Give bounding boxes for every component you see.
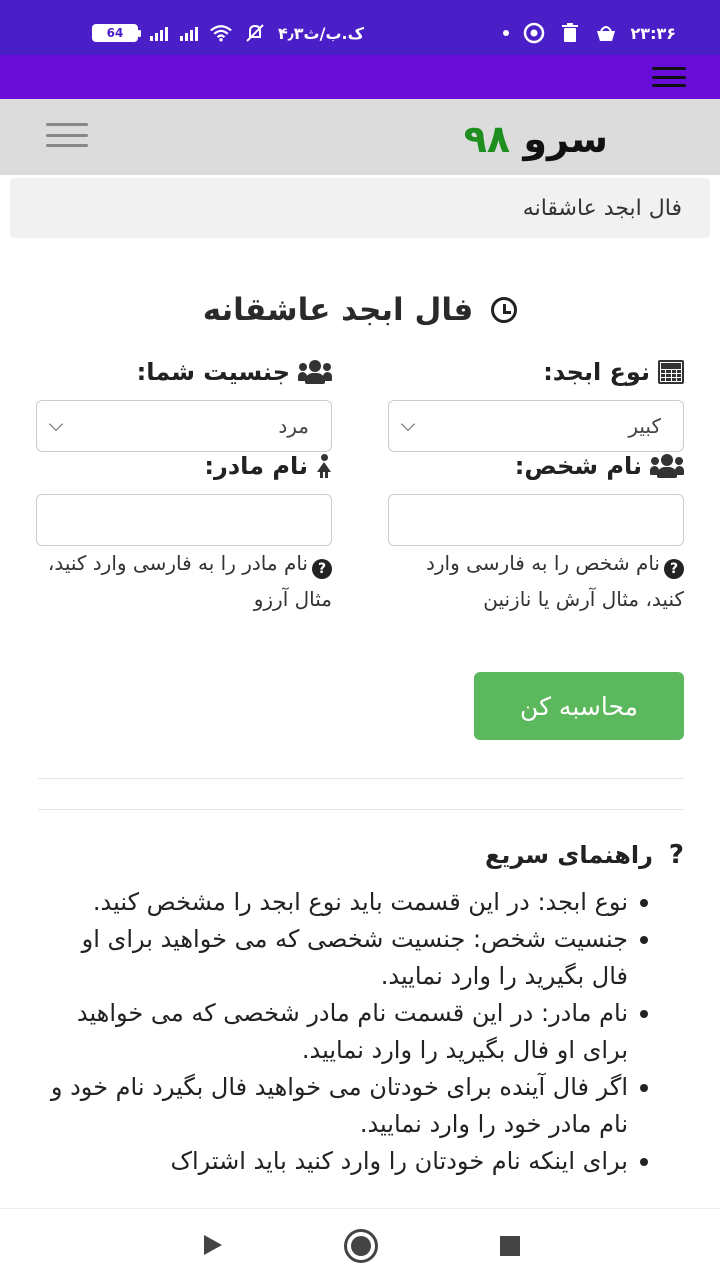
logo-number: ۹۸ — [463, 117, 511, 161]
calculator-icon — [658, 360, 684, 384]
status-left — [92, 20, 364, 46]
question-circle-icon: ? — [312, 559, 332, 579]
users-icon — [650, 454, 684, 478]
page-title — [0, 292, 720, 328]
muted-bell-icon — [244, 22, 266, 44]
breadcrumb — [10, 178, 710, 238]
chevron-down-icon — [401, 417, 415, 431]
status-right — [503, 20, 676, 46]
notification-dot-icon — [503, 30, 509, 36]
shopping-basket-icon — [595, 22, 617, 44]
chevron-down-icon — [49, 417, 63, 431]
home-icon[interactable] — [344, 1229, 378, 1263]
gender-select[interactable] — [36, 400, 332, 452]
back-icon[interactable] — [204, 1235, 222, 1255]
battery-level: 64 — [106, 26, 124, 40]
trash-icon — [559, 22, 581, 44]
mother-name-label-text: نام مادر: — [204, 452, 308, 480]
app-notification-icon — [523, 22, 545, 44]
clock-icon — [491, 297, 517, 323]
guide-item: نوع ابجد: در این قسمت باید نوع ابجد را مشخص کنید. — [38, 884, 628, 921]
signal-icon — [150, 25, 168, 41]
site-header — [0, 99, 720, 175]
guide-item: جنسیت شخص: جنسیت شخصی که می خواهید برای او فال بگیرید را وارد نمایید. — [38, 921, 628, 995]
recent-apps-icon[interactable] — [500, 1236, 520, 1256]
person-name-input[interactable] — [388, 494, 684, 546]
person-name-help-text: نام شخص را به فارسی وارد کنید، مثال آرش یا نازنین — [425, 551, 684, 611]
guide-item: نام مادر: در این قسمت نام مادر شخصی که می خواهید برای او فال بگیرید را وارد نمایید. — [38, 995, 628, 1069]
divider — [38, 778, 684, 779]
site-logo[interactable] — [464, 117, 608, 161]
mother-name-label — [204, 452, 332, 480]
guide-title-text: راهنمای سریع — [485, 841, 653, 869]
signal-icon-2 — [180, 25, 198, 41]
guide-title — [485, 840, 684, 870]
question-circle-icon: ? — [664, 559, 684, 579]
clock-time: ۲۳:۳۶ — [630, 23, 676, 43]
guide-item: برای اینکه نام خودتان را وارد کنید باید اشتراک — [38, 1143, 628, 1180]
battery-icon — [92, 24, 138, 42]
gender-label — [137, 358, 332, 386]
question-icon: ? — [668, 840, 684, 870]
breadcrumb-current: فال ابجد عاشقانه — [522, 195, 682, 221]
abjad-type-selected: کبیر — [628, 414, 661, 438]
hamburger-menu-icon[interactable] — [46, 123, 88, 147]
guide-list — [38, 884, 628, 1180]
mother-name-help-text: نام مادر را به فارسی وارد کنید، مثال آرزو — [47, 551, 332, 611]
menu-icon[interactable] — [652, 67, 686, 87]
users-icon — [298, 360, 332, 384]
network-speed: ۴٫۳ک.ب/ث — [278, 23, 364, 43]
calculate-button[interactable]: محاسبه کن — [474, 672, 684, 740]
system-nav-bar — [0, 1208, 720, 1280]
person-name-help — [384, 545, 684, 617]
mother-name-help — [32, 545, 332, 617]
logo-text: سرو — [523, 117, 608, 161]
abjad-type-label — [543, 358, 684, 386]
person-name-label-text: نام شخص: — [514, 452, 642, 480]
divider — [38, 809, 684, 810]
mother-name-input[interactable] — [36, 494, 332, 546]
female-icon — [316, 454, 332, 478]
top-nav-bar — [0, 55, 720, 99]
wifi-icon — [210, 22, 232, 44]
person-name-label — [515, 452, 684, 480]
page-title-text: فال ابجد عاشقانه — [202, 292, 474, 328]
gender-selected: مرد — [278, 414, 309, 438]
guide-item: اگر فال آینده برای خودتان می خواهید فال بگیرد نام خود و نام مادر خود را وارد نمایید. — [38, 1069, 628, 1143]
status-bar — [0, 0, 720, 55]
abjad-type-select[interactable] — [388, 400, 684, 452]
gender-label-text: جنسیت شما: — [136, 358, 290, 386]
abjad-type-label-text: نوع ابجد: — [543, 358, 650, 386]
